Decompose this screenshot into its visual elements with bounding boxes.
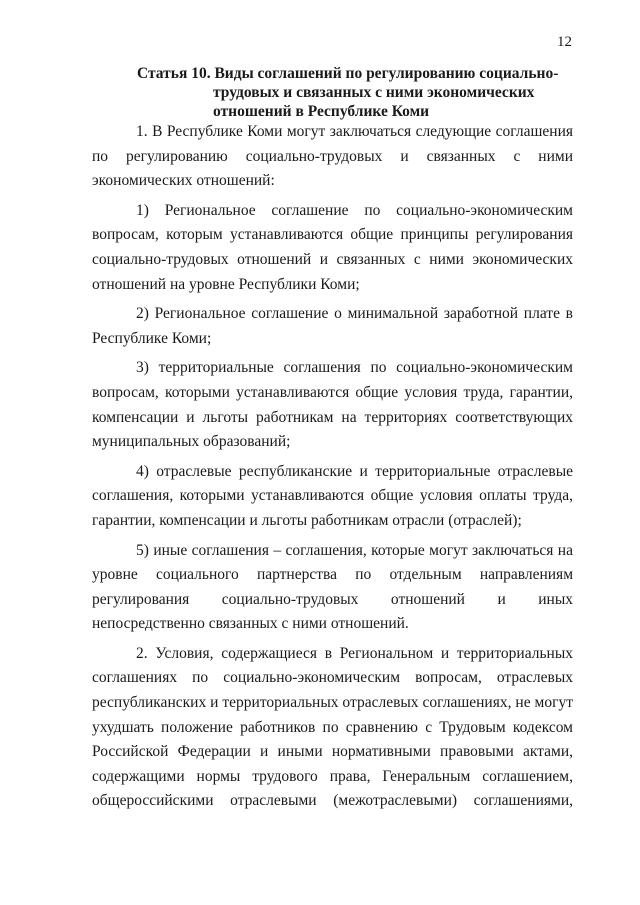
paragraph-1-item-3: 3) территориальные соглашения по социально-экономическим вопросам, которыми устанавливаются общие условия труда, гарантии, компенсации и льготы работникам на территориях соответствующих муниципальных образований; [92, 359, 573, 451]
paragraph-1-item-1: 1) Региональное соглашение по социально-экономическим вопросам, которым устанавливаются общие принципы регулирования социально-трудовых отношений и связанных с ними экономических отношений на уровне Республики Коми; [92, 201, 573, 293]
article-title-continuation: трудовых и связанных с ними экономических отношений в Республике Коми [213, 84, 535, 120]
document-body [92, 120, 573, 819]
paragraph-2: 2. Условия, содержащиеся в Региональном и территориальных соглашениях по социально-экономическим вопросам, отраслевых республиканских и территориальных отраслевых соглашениях, не могут ухудшать положение работников по сравнению с Трудовым кодексом Российской Федерации и иными нормативными правовыми актами, содержащими нормы трудового права, Генеральным соглашением, общероссийскими отраслевыми (межотраслевыми) соглашениями, [92, 644, 573, 810]
paragraph-1-item-2: 2) Региональное соглашение о минимальной заработной плате в Республике Коми; [92, 305, 573, 347]
paragraph-1-item-5: 5) иные соглашения – соглашения, которые могут заключаться на уровне социального партнерства по отдельным направлениям регулирования социально-трудовых отношений и иных непосредственно связанных с ними отношений. [92, 541, 573, 633]
paragraph-1-item-4: 4) отраслевые республиканские и территориальные отраслевые соглашения, которыми устанавливаются общие условия оплаты труда, гарантии, компенсации и льготы работникам отрасли (отраслей); [92, 462, 573, 529]
article-heading [137, 64, 577, 121]
page-number: 12 [557, 34, 572, 50]
article-title-line1: Статья 10. Виды соглашений по регулированию социально- [137, 65, 559, 82]
paragraph-1: 1. В Республике Коми могут заключаться следующие соглашения по регулированию социально-трудовых и связанных с ними экономических отношений: [92, 123, 573, 190]
